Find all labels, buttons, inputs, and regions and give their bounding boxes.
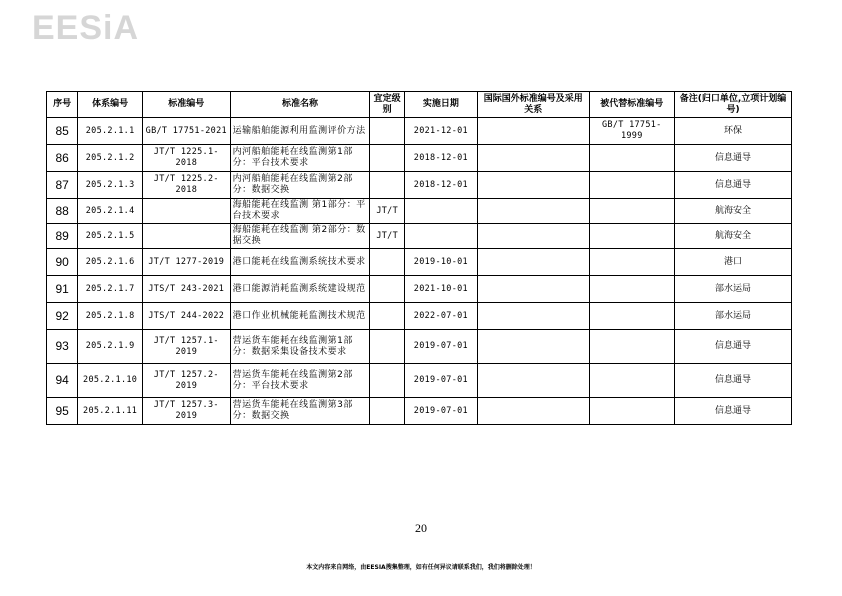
cell-replaced — [589, 330, 675, 364]
header-date: 实施日期 — [404, 92, 477, 118]
cell-seq: 95 — [47, 398, 78, 425]
cell-remark: 信息通导 — [675, 330, 792, 364]
cell-level — [370, 249, 404, 276]
cell-system-code: 205.2.1.8 — [78, 303, 143, 330]
cell-seq: 93 — [47, 330, 78, 364]
cell-intl — [477, 364, 589, 398]
cell-system-code: 205.2.1.3 — [78, 172, 143, 199]
cell-level: JT/T — [370, 224, 404, 249]
cell-std-code: JT/T 1257.2-2019 — [142, 364, 230, 398]
header-seq: 序号 — [47, 92, 78, 118]
cell-std-name: 海船能耗在线监测 第1部分：平台技术要求 — [230, 199, 370, 224]
cell-system-code: 205.2.1.7 — [78, 276, 143, 303]
cell-intl — [477, 330, 589, 364]
cell-std-code: JTS/T 243-2021 — [142, 276, 230, 303]
cell-std-name: 海船能耗在线监测 第2部分：数据交换 — [230, 224, 370, 249]
cell-remark: 航海安全 — [675, 224, 792, 249]
cell-level — [370, 364, 404, 398]
cell-replaced — [589, 276, 675, 303]
table-row — [47, 172, 792, 199]
cell-seq: 88 — [47, 199, 78, 224]
cell-system-code: 205.2.1.5 — [78, 224, 143, 249]
cell-system-code: 205.2.1.4 — [78, 199, 143, 224]
cell-remark: 信息通导 — [675, 398, 792, 425]
cell-replaced — [589, 364, 675, 398]
cell-remark: 部水运局 — [675, 276, 792, 303]
header-remark: 备注(归口单位,立项计划编号) — [675, 92, 792, 118]
standards-table — [46, 91, 792, 425]
cell-std-code: JT/T 1277-2019 — [142, 249, 230, 276]
cell-seq: 90 — [47, 249, 78, 276]
table-row — [47, 330, 792, 364]
cell-std-name: 港口作业机械能耗监测技术规范 — [230, 303, 370, 330]
cell-seq: 87 — [47, 172, 78, 199]
cell-intl — [477, 398, 589, 425]
cell-date: 2019-07-01 — [404, 364, 477, 398]
cell-intl — [477, 303, 589, 330]
cell-date: 2018-12-01 — [404, 145, 477, 172]
cell-seq: 91 — [47, 276, 78, 303]
cell-intl — [477, 145, 589, 172]
table-row — [47, 145, 792, 172]
table-header-row — [47, 92, 792, 118]
cell-std-name: 营运货车能耗在线监测第3部分：数据交换 — [230, 398, 370, 425]
cell-remark: 航海安全 — [675, 199, 792, 224]
cell-system-code: 205.2.1.1 — [78, 118, 143, 145]
cell-remark: 信息通导 — [675, 145, 792, 172]
cell-replaced — [589, 199, 675, 224]
cell-level — [370, 276, 404, 303]
table-row — [47, 199, 792, 224]
table-row — [47, 118, 792, 145]
cell-std-code: JT/T 1257.3-2019 — [142, 398, 230, 425]
header-system-code: 体系编号 — [78, 92, 143, 118]
cell-seq: 92 — [47, 303, 78, 330]
cell-seq: 85 — [47, 118, 78, 145]
cell-level — [370, 145, 404, 172]
cell-replaced — [589, 303, 675, 330]
cell-date: 2018-12-01 — [404, 172, 477, 199]
cell-std-code: JT/T 1225.1-2018 — [142, 145, 230, 172]
cell-remark: 信息通导 — [675, 172, 792, 199]
table-row — [47, 276, 792, 303]
cell-std-code: JT/T 1257.1-2019 — [142, 330, 230, 364]
cell-level — [370, 303, 404, 330]
cell-replaced: GB/T 17751-1999 — [589, 118, 675, 145]
cell-replaced — [589, 145, 675, 172]
cell-replaced — [589, 224, 675, 249]
header-std-name: 标准名称 — [230, 92, 370, 118]
cell-std-code: JTS/T 244-2022 — [142, 303, 230, 330]
cell-intl — [477, 249, 589, 276]
table-row — [47, 224, 792, 249]
cell-remark: 港口 — [675, 249, 792, 276]
table-row — [47, 398, 792, 425]
cell-system-code: 205.2.1.11 — [78, 398, 143, 425]
cell-std-name: 内河船舶能耗在线监测第2部分：数据交换 — [230, 172, 370, 199]
cell-replaced — [589, 398, 675, 425]
cell-date: 2019-10-01 — [404, 249, 477, 276]
cell-level: JT/T — [370, 199, 404, 224]
table-row — [47, 303, 792, 330]
cell-seq: 86 — [47, 145, 78, 172]
cell-date: 2021-10-01 — [404, 276, 477, 303]
cell-seq: 94 — [47, 364, 78, 398]
cell-replaced — [589, 249, 675, 276]
footer-note: 本文内容来自网络，由EESIA搜集整理，如有任何异议请联系我们，我们将删除处理！ — [306, 564, 536, 571]
header-level: 宜定级别 — [370, 92, 404, 118]
cell-date — [404, 199, 477, 224]
cell-level — [370, 118, 404, 145]
cell-std-name: 港口能耗在线监测系统技术要求 — [230, 249, 370, 276]
cell-date — [404, 224, 477, 249]
cell-level — [370, 398, 404, 425]
cell-intl — [477, 172, 589, 199]
cell-std-name: 内河船舶能耗在线监测第1部分：平台技术要求 — [230, 145, 370, 172]
eesia-logo: EESiA — [32, 9, 140, 47]
cell-intl — [477, 276, 589, 303]
header-std-code: 标准编号 — [142, 92, 230, 118]
cell-remark: 部水运局 — [675, 303, 792, 330]
header-intl: 国际国外标准编号及采用关系 — [477, 92, 589, 118]
cell-seq: 89 — [47, 224, 78, 249]
cell-date: 2021-12-01 — [404, 118, 477, 145]
cell-system-code: 205.2.1.10 — [78, 364, 143, 398]
header-replaced: 被代替标准编号 — [589, 92, 675, 118]
cell-std-code — [142, 224, 230, 249]
cell-std-name: 运输船舶能源利用监测评价方法 — [230, 118, 370, 145]
cell-std-name: 港口能源消耗监测系统建设规范 — [230, 276, 370, 303]
cell-level — [370, 172, 404, 199]
cell-intl — [477, 118, 589, 145]
cell-intl — [477, 224, 589, 249]
cell-std-code — [142, 199, 230, 224]
cell-date: 2019-07-01 — [404, 330, 477, 364]
table-row — [47, 249, 792, 276]
cell-replaced — [589, 172, 675, 199]
cell-std-code: GB/T 17751-2021 — [142, 118, 230, 145]
cell-system-code: 205.2.1.6 — [78, 249, 143, 276]
cell-level — [370, 330, 404, 364]
cell-intl — [477, 199, 589, 224]
cell-date: 2019-07-01 — [404, 398, 477, 425]
cell-system-code: 205.2.1.2 — [78, 145, 143, 172]
cell-std-code: JT/T 1225.2-2018 — [142, 172, 230, 199]
cell-std-name: 营运货车能耗在线监测第1部分：数据采集设备技术要求 — [230, 330, 370, 364]
table-row — [47, 364, 792, 398]
cell-std-name: 营运货车能耗在线监测第2部分：平台技术要求 — [230, 364, 370, 398]
cell-date: 2022-07-01 — [404, 303, 477, 330]
page-number: 20 — [415, 521, 427, 535]
cell-remark: 信息通导 — [675, 364, 792, 398]
cell-remark: 环保 — [675, 118, 792, 145]
cell-system-code: 205.2.1.9 — [78, 330, 143, 364]
